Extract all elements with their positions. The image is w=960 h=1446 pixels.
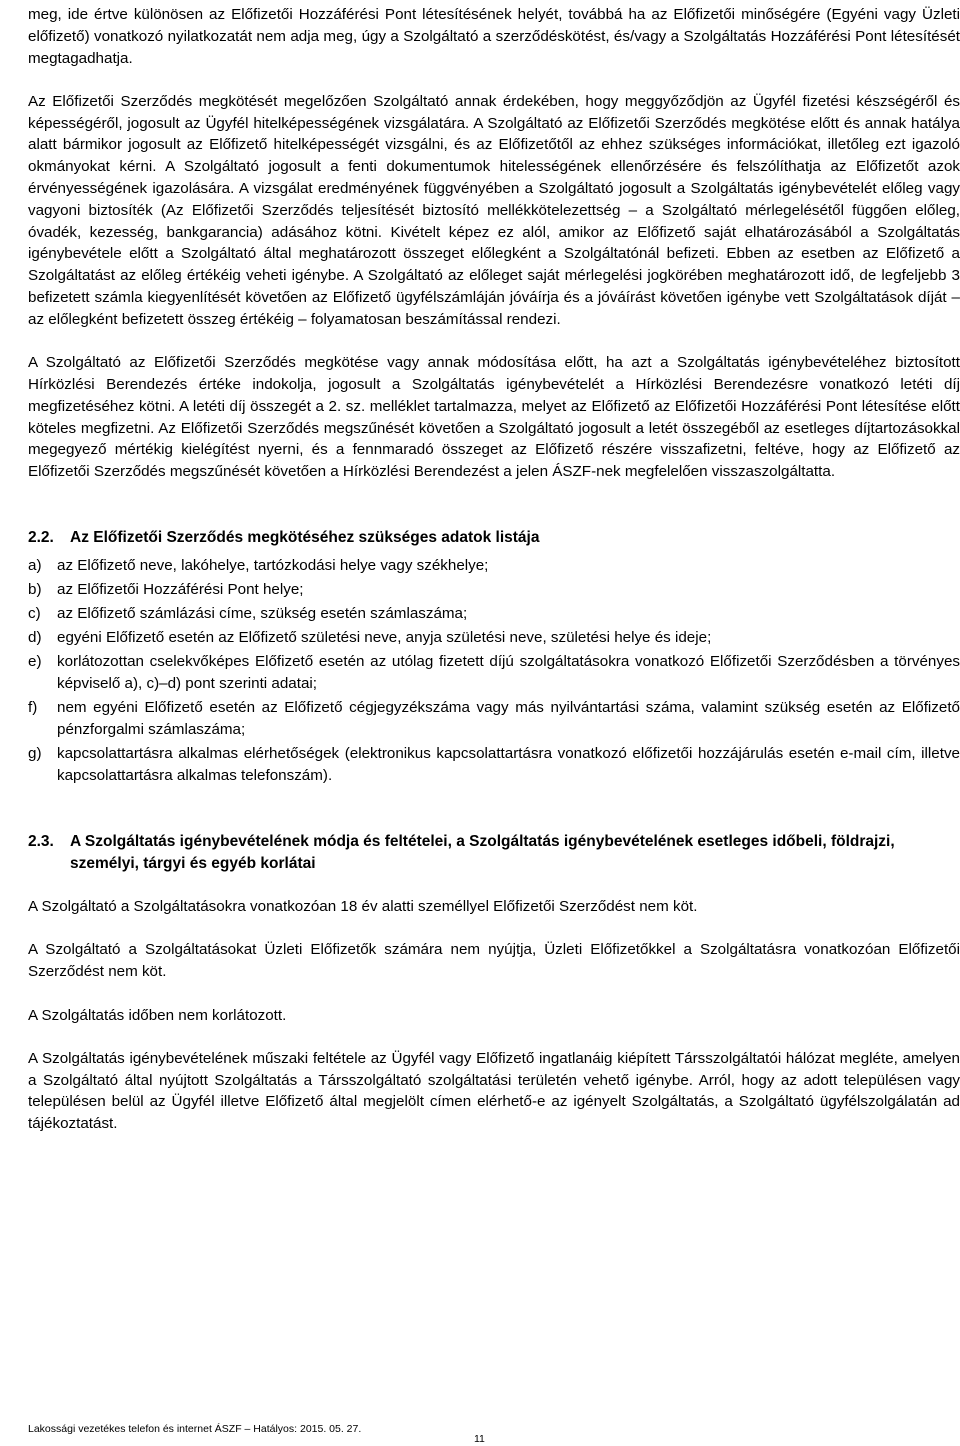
list-item-label: g) [28,745,42,763]
list-item [28,579,960,601]
required-data-list [28,555,960,787]
list-item [28,651,960,695]
list-item-text: nem egyéni Előfizető esetén az Előfizető cégjegyzékszáma vagy más nyilvántartási száma, valamint szükség esetén az Előfizető pénzforgalmi számlaszáma; [57,699,960,739]
section-heading-2-3 [28,831,960,875]
list-item [28,627,960,649]
list-item [28,555,960,577]
list-item-label: f) [28,699,38,717]
section-heading-2-2 [28,527,960,549]
list-item-text: kapcsolattartásra alkalmas elérhetőségek (elektronikus kapcsolattartásra vonatkozó előfizetői hozzájárulás esetén e-mail cím, illetve kapcsolattartásra alkalmas telefonszám). [57,745,960,785]
list-item-label: a) [28,556,42,574]
list-item-label: c) [28,605,41,623]
footer-page-number: 11 [474,1433,485,1445]
paragraph-deposit-fee: A Szolgáltató az Előfizetői Szerződés megkötése vagy annak módosítása előtt, ha azt a Szolgáltatás igénybevételéhez biztosított Hírközlési Berendezés értéke indokolja, jogosult a Szolgáltatás igénybevételét a Hírközlési Berendezésre vonatkozó letéti díj megfizetéséhez kötni. A letéti díj összegét a 2. sz. melléklet tartalmazza, melyet az Előfizető az Előfizetői Hozzáférési Pont létesítése előtt köteles megfizetni. Az Előfizetői Szerződés megszűnését követően a Szolgáltató jogosult a letét összegéből az esetleges díjtartozásokkal megegyező mértékig kielégítést nyerni, és a fennmaradó összeget az Előfizető részére visszafizetni, feltéve, hogy az Előfizető az Előfizetői Szerződés megszűnését követően a Hírközlési Berendezést a jelen ÁSZF-nek megfelelően visszaszolgáltatta. [28,354,960,481]
paragraph-intro: meg, ide értve különösen az Előfizetői Hozzáférési Pont létesítésének helyét, továbbá ha az Előfizetői minőségére (Egyéni vagy Üzleti előfizető) vonatkozó nyilatkozatát nem adja meg, úgy a Szolgáltató a szerződéskötést, és/vagy a Szolgáltatás Hozzáférési Pont létesítését megtagadhatja. [28,6,960,67]
section-number: 2.3. [28,833,54,851]
section-number: 2.2. [28,528,54,546]
list-item [28,603,960,625]
list-item [28,697,960,741]
document-page [28,4,960,1135]
list-item [28,743,960,787]
paragraph-credit-check: Az Előfizetői Szerződés megkötését megelőzően Szolgáltató annak érdekében, hogy meggyőződjön az Ügyfél fizetési készségéről és képességéről, jogosult az Ügyfél hitelképességének vizsgálatára. A Szolgáltató az Előfizetői Szerződés megkötése előtt és annak hatálya alatt bármikor jogosult az Előfizető hitelképességét vizsgálni, és az Előfizetőtől az ehhez szükséges információkat, illetőleg ezt igazoló okmányokat kérni. A Szolgáltató jogosult a fenti dokumentumok hitelességének ellenőrzésére és felszólíthatja az Előfizetőt azok érvényességének igazolására. A vizsgálat eredményének függvényében a Szolgáltató jogosult a Szolgáltatás igénybevételét előleg vagy vagyoni biztosíték (Az Előfizetői Szerződés teljesítését biztosító mellékkötelezettség – a Szolgáltató mérlegelésétől függően előleg, óvadék, kezesség, bankgarancia) adásához kötni. Kivételt képez ez alól, amikor az Előfizető saját elhatározásából a Szolgáltatás igénybevétele előtt a Szolgáltató által meghatározott összeget előlegként a Szolgáltatónál befizeti. Ebben az esetben az Előfizető a Szolgáltatást az előleg értékéig veheti igénybe. A Szolgáltató az előleget saját mérlegelési jogkörében meghatározott idő, de legfeljebb 3 befizetett számla kiegyenlítését követően az Előfizető ügyfélszámláján jóváírja és a jóváírást követően igénybe vett Szolgáltatások díját – az előlegként befizetett összeg értékéig – folyamatosan beszámítással rendezi. [28,92,960,328]
paragraph-business-subscribers: A Szolgáltató a Szolgáltatásokat Üzleti Előfizetők számára nem nyújtja, Üzleti Előfizetőkkel a Szolgáltatásra vonatkozóan Előfizetői Szerződést nem köt. [28,941,960,981]
list-item-text: az Előfizetői Hozzáférési Pont helye; [57,580,304,598]
list-item-text: az Előfizető neve, lakóhelye, tartózkodási helye vagy székhelye; [57,556,489,574]
section-title: A Szolgáltatás igénybevételének módja és feltételei, a Szolgáltatás igénybevételének esetleges időbeli, földrajzi, személyi, tárgyi és egyéb korlátai [70,833,895,872]
list-item-text: egyéni Előfizető esetén az Előfizető születési neve, anyja születési neve, születési helye és ideje; [57,629,712,647]
list-item-text: korlátozottan cselekvőképes Előfizető esetén az utólag fizetett díjú szolgáltatásokra vonatkozó Előfizetői Szerződésben a törvényes képviselő a), c)–d) pont szerinti adatai; [57,653,960,693]
list-item-label: d) [28,629,42,647]
paragraph-time-limit: A Szolgáltatás időben nem korlátozott. [28,1006,287,1024]
footer-document-title: Lakossági vezetékes telefon és internet ÁSZF – Hatályos: 2015. 05. 27. [28,1423,362,1435]
list-item-label: b) [28,580,42,598]
section-title: Az Előfizetői Szerződés megkötéséhez szükséges adatok listája [70,528,540,546]
paragraph-technical-condition: A Szolgáltatás igénybevételének műszaki feltétele az Ügyfél vagy Előfizető ingatlanáig kiépített Társszolgáltatói hálózat megléte, amelyen a Szolgáltató által nyújtott Szolgáltatás a Társszolgáltató szolgáltatási területén vehető igénybe. Arról, hogy az adott településen vagy településen belül az Ügyfél illetve Előfizető által megjelölt címen elérhető-e az igényelt Szolgáltatás, a Szolgáltató ügyfélszolgálatán ad tájékoztatást. [28,1049,960,1133]
paragraph-age-limit: A Szolgáltató a Szolgáltatásokra vonatkozóan 18 év alatti személlyel Előfizetői Szerződést nem köt. [28,898,698,916]
list-item-label: e) [28,653,42,671]
list-item-text: az Előfizető számlázási címe, szükség esetén számlaszáma; [57,605,468,623]
